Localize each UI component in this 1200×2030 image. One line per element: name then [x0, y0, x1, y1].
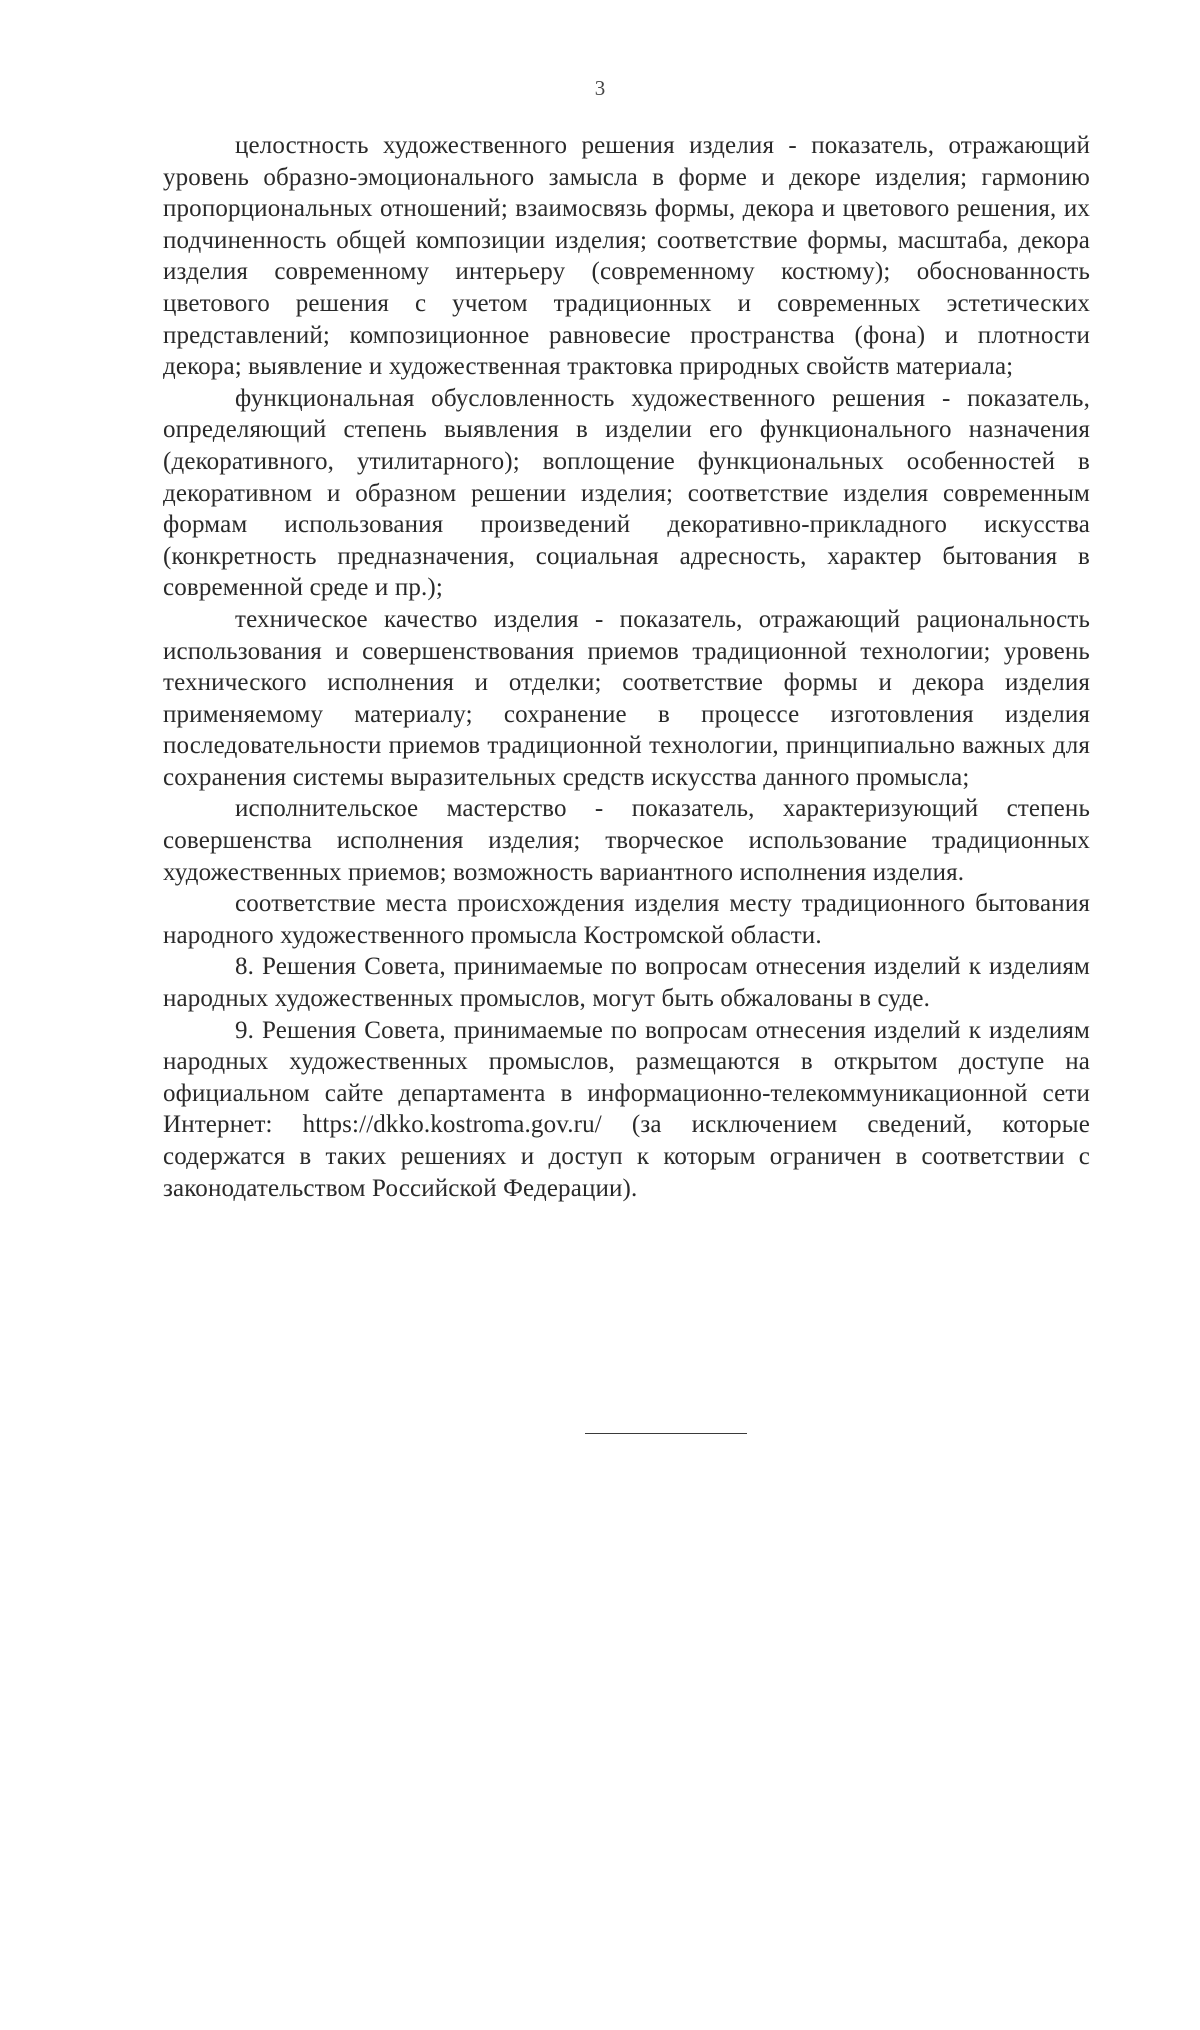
paragraph-performing-mastery: исполнительское мастерство - показатель, характеризующий степень совершенства исполнения изделия; творческое использование традиционных художественных приемов; возможность вариантного исполнения изделия.	[163, 795, 1090, 886]
paragraph-place-of-origin: соответствие места происхождения изделия месту традиционного бытования народного художественного промысла Костромской области.	[163, 890, 1090, 949]
paragraph-item-9-publication: 9. Решения Совета, принимаемые по вопросам отнесения изделий к изделиям народных художественных промыслов, размещаются в открытом доступе на официальном сайте департамента в информационно-телекоммуникационной сети Интернет: https://dkko.kostroma.gov.ru/ (за исключением сведений, которые содержатся в таких решениях и доступ к которым ограничен в соответствии с законодательством Российской Федерации).	[163, 1016, 1090, 1202]
page-number: 3	[594, 76, 606, 100]
document-body	[163, 130, 1090, 1204]
end-divider-line	[585, 1433, 747, 1434]
paragraph-item-8-appeal: 8. Решения Совета, принимаемые по вопросам отнесения изделий к изделиям народных художественных промыслов, могут быть обжалованы в суде.	[163, 953, 1090, 1013]
paragraph-functional-conditioning: функциональная обусловленность художественного решения - показатель, определяющий степень выявления в изделии его функционального назначения (декоративного, утилитарного); воплощение функциональных особенностей в декоративном и образном решении изделия; соответствие изделия современным формам использования произведений декоративно-прикладного искусства (конкретность предназначения, социальная адресность, характер бытования в современной среде и пр.);	[163, 384, 1090, 602]
paragraph-technical-quality: техническое качество изделия - показатель, отражающий рациональность использования и совершенствования приемов традиционной технологии; уровень технического исполнения и отделки; соответствие формы и декора изделия применяемому материалу; сохранение в процессе изготовления изделия последовательности приемов традиционной технологии, принципиально важных для сохранения системы выразительных средств искусства данного промысла;	[163, 605, 1090, 791]
paragraph-artistic-integrity: целостность художественного решения изделия - показатель, отражающий уровень образно-эмоционального замысла в форме и декоре изделия; гармонию пропорциональных отношений; взаимосвязь формы, декора и цветового решения, их подчиненность общей композиции изделия; соответствие формы, масштаба, декора изделия современному интерьеру (современному костюму); обоснованность цветового решения с учетом традиционных и современных эстетических представлений; композиционное равновесие пространства (фона) и плотности декора; выявление и художественная трактовка природных свойств материала;	[163, 132, 1090, 381]
